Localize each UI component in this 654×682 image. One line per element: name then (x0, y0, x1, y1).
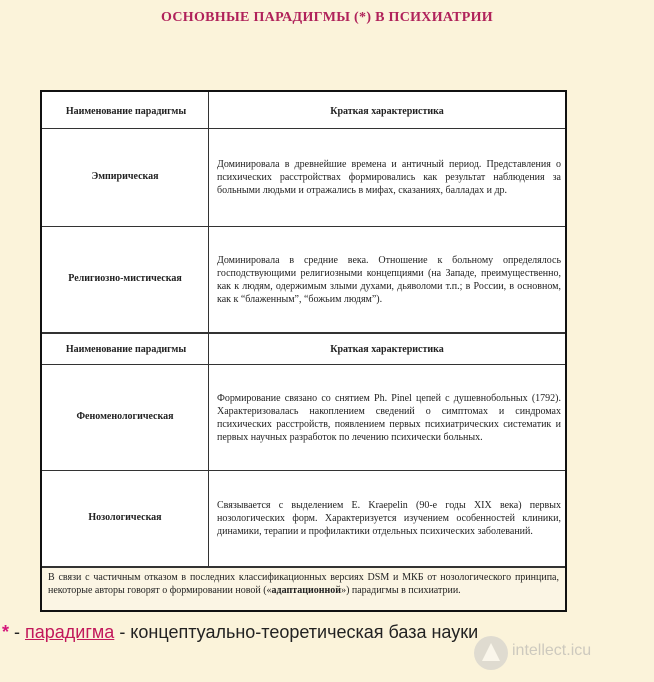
table-footnote (42, 568, 565, 610)
paradigm-name-phenomenological: Феноменологическая (76, 411, 174, 423)
watermark-text: intellect.icu (512, 642, 592, 659)
asterisk-marker: * (2, 622, 10, 642)
paradigm-desc-phenomenological (209, 365, 565, 470)
desc-text: Доминировала в древнейшие времена и античный период. Представления о психических расстройствах формировались как результат наблюдения за больными людьми и отражались в мифах, сказаниях, балладах и др. (217, 159, 561, 196)
footnote-text-end: ») парадигмы в психиатрии. (341, 585, 461, 596)
paradigm-desc-religious (209, 227, 565, 332)
paradigms-table (40, 90, 567, 612)
paradigm-name-nosological: Нозологическая (88, 512, 162, 524)
footnote-text-start: В связи с частичным отказом в последних классификационных версиях DSM и МКБ от нозологического принципа, некоторые авторы говорят о формировании новой (« (48, 572, 559, 596)
paradigm-desc-empirical (209, 129, 565, 226)
paradigm-term-link[interactable]: парадигма (25, 622, 115, 642)
paradigm-desc-nosological (209, 471, 565, 566)
paradigm-name-religious: Религиозно-мистическая (68, 273, 182, 285)
desc-text: Связывается с выделением E. Kraepelin (90-е годы XIX века) первых нозологических форм. Характеризуется изучением особенностей клиники, динамики, терапии и профилактики отдельных психических заболеваний. (217, 500, 561, 537)
header-name-cell-2: Наименование парадигмы (65, 343, 187, 355)
desc-text: Доминировала в средние века. Отношение к больному определялось господствующими религиозными концепциями (на Западе, преимущественно, как к людям, одержимым злыми духами, дьяволоми т.п.; в России, в основном, как к “блаженным”, “божьим людям”). (217, 254, 561, 305)
header-desc-cell: Краткая характеристика (330, 105, 444, 117)
paradigm-name-empirical: Эмпирическая (91, 171, 159, 183)
footnote-emphasis: адаптационной (271, 585, 342, 596)
watermark-logo-icon (474, 636, 508, 670)
page-title: ОСНОВНЫЕ ПАРАДИГМЫ (*) В ПСИХИАТРИИ (161, 10, 493, 25)
definition-dash: - (9, 622, 26, 642)
desc-text: Формирование связано со снятием Ph. Pinel цепей с душевнобольных (1792). Характеризовалась накоплением сведений о симптомах и синдромах психических расстройств, появлением первых психиатрических систематик и первых научных разработок по лечению психически больных. (217, 392, 561, 443)
header-desc-cell-2: Краткая характеристика (330, 343, 444, 355)
header-name-cell: Наименование парадигмы (65, 105, 187, 117)
definition-text: - концептуально-теоретическая база науки (114, 622, 479, 642)
watermark (468, 636, 648, 676)
